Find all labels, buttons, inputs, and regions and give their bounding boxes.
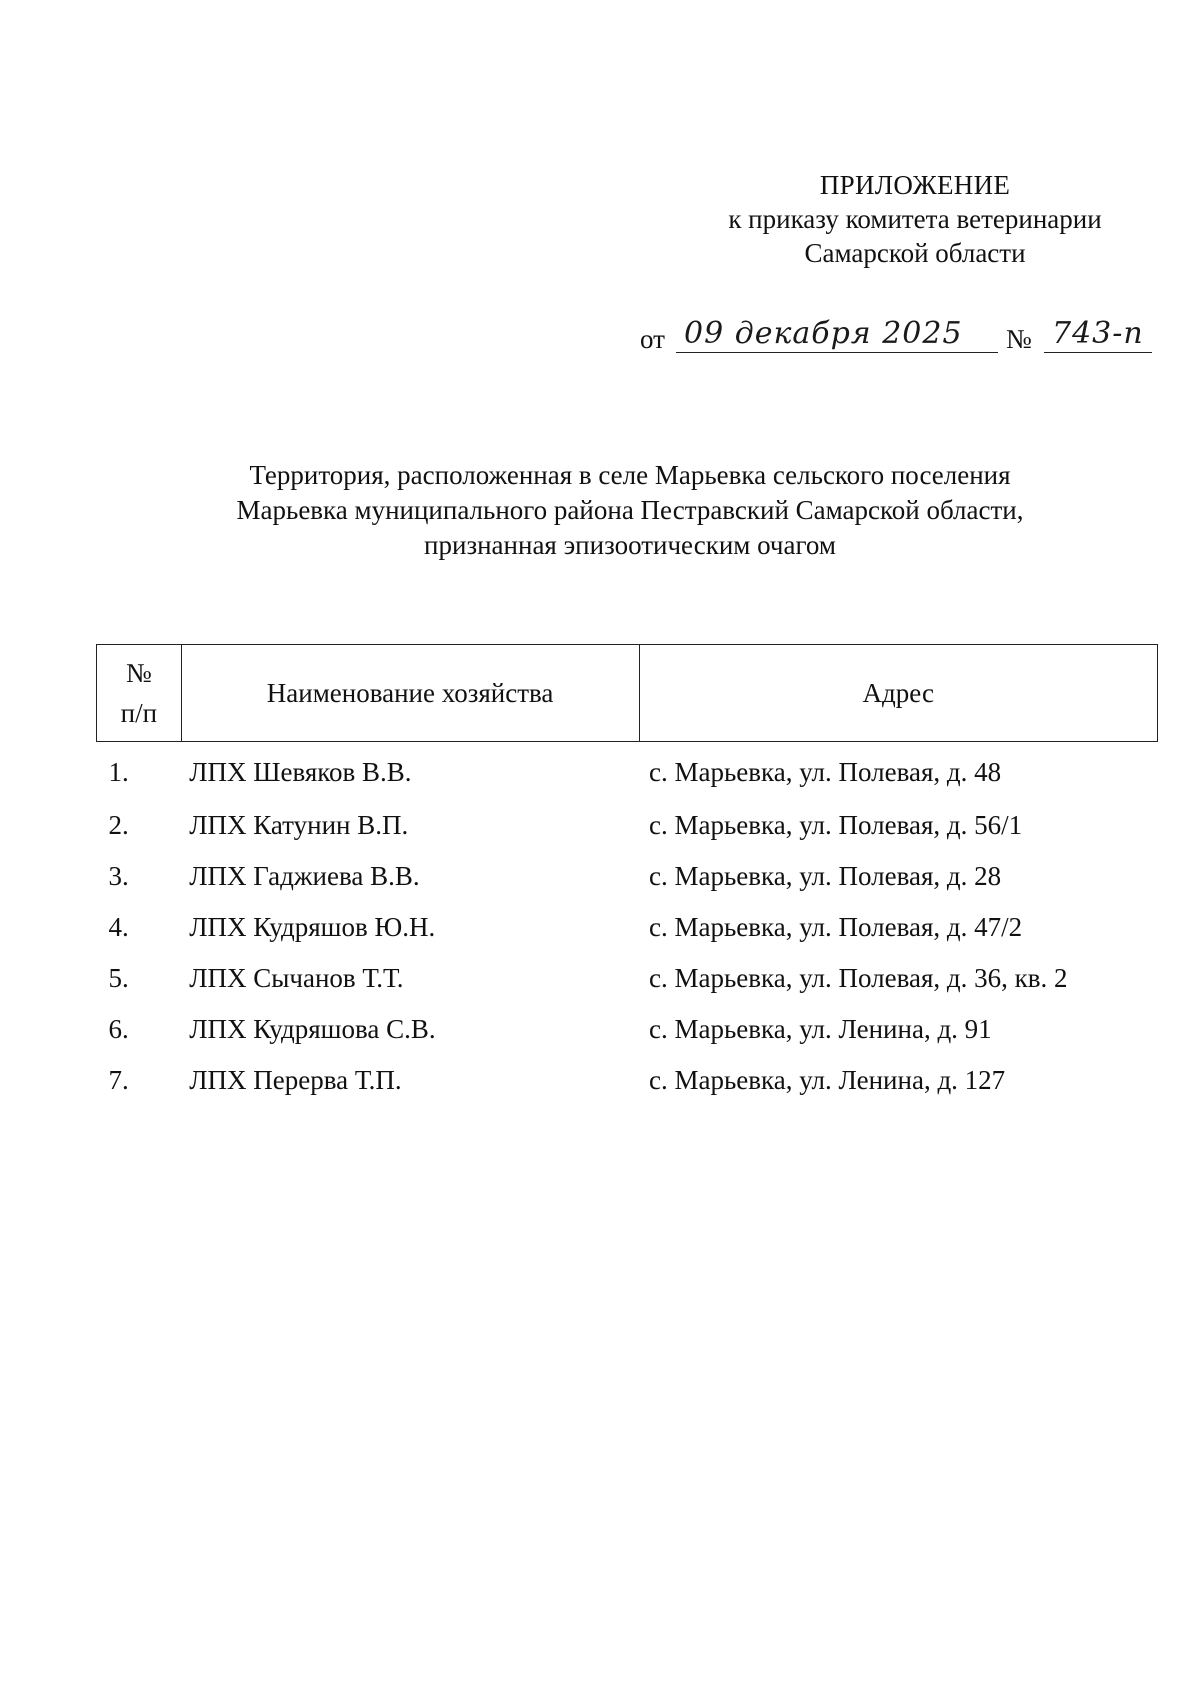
farm-name: ЛПХ Сычанов Т.Т. bbox=[189, 963, 404, 993]
farm-address: с. Марьевка, ул. Полевая, д. 56/1 bbox=[649, 810, 1023, 840]
farm-address: с. Марьевка, ул. Полевая, д. 48 bbox=[649, 756, 1002, 787]
order-number-label: № bbox=[1006, 324, 1032, 354]
farm-name: ЛПХ Гаджиева В.В. bbox=[189, 861, 420, 891]
table-row bbox=[97, 953, 1158, 1004]
column-header-number-abbr: п/п bbox=[120, 698, 158, 728]
column-header-name: Наименование хозяйства bbox=[181, 645, 639, 742]
order-number-handwritten: 743-п bbox=[1052, 316, 1144, 351]
row-number: 1. bbox=[108, 756, 129, 787]
farms-table bbox=[96, 644, 1158, 1106]
row-number: 5. bbox=[108, 963, 129, 993]
table-row bbox=[97, 902, 1158, 953]
row-number: 7. bbox=[108, 1065, 129, 1095]
farm-name: ЛПХ Перерва Т.П. bbox=[189, 1065, 402, 1095]
farm-name: ЛПХ Кудряшова С.В. bbox=[189, 1014, 436, 1044]
table-row bbox=[97, 800, 1158, 851]
appendix-line-order: к приказу комитета ветеринарии bbox=[728, 204, 1102, 234]
document-heading bbox=[180, 458, 1080, 563]
table-row bbox=[97, 742, 1158, 801]
farm-address: с. Марьевка, ул. Полевая, д. 47/2 bbox=[649, 912, 1023, 942]
row-number: 3. bbox=[108, 861, 129, 891]
row-number: 4. bbox=[108, 912, 129, 942]
column-header-number bbox=[97, 645, 182, 742]
farm-address: с. Марьевка, ул. Ленина, д. 91 bbox=[649, 1014, 992, 1044]
table-header-row bbox=[97, 645, 1158, 742]
appendix-header bbox=[700, 168, 1130, 270]
appendix-line-region: Самарской области bbox=[804, 238, 1026, 268]
farm-name: ЛПХ Шевяков В.В. bbox=[189, 756, 412, 787]
row-number: 2. bbox=[108, 810, 129, 840]
column-header-address: Адрес bbox=[639, 645, 1158, 742]
table-row bbox=[97, 1055, 1158, 1106]
order-reference bbox=[640, 315, 1180, 359]
order-date-handwritten: 09 декабря 2025 bbox=[684, 316, 963, 351]
order-date-label: от bbox=[640, 324, 665, 354]
farm-address: с. Марьевка, ул. Ленина, д. 127 bbox=[649, 1065, 1006, 1095]
heading-line: признанная эпизоотическим очагом bbox=[424, 530, 836, 560]
heading-line: Марьевка муниципального района Пестравский Самарской области, bbox=[236, 495, 1024, 525]
farm-address: с. Марьевка, ул. Полевая, д. 36, кв. 2 bbox=[649, 963, 1068, 993]
appendix-title: ПРИЛОЖЕНИЕ bbox=[819, 170, 1011, 200]
heading-line: Территория, расположенная в селе Марьевка сельского поселения bbox=[249, 460, 1011, 490]
column-header-number-symbol: № bbox=[125, 658, 152, 688]
row-number: 6. bbox=[108, 1014, 129, 1044]
table-row bbox=[97, 1004, 1158, 1055]
farm-address: с. Марьевка, ул. Полевая, д. 28 bbox=[649, 861, 1002, 891]
farm-name: ЛПХ Кудряшов Ю.Н. bbox=[189, 912, 436, 942]
farm-name: ЛПХ Катунин В.П. bbox=[189, 810, 409, 840]
table-row bbox=[97, 851, 1158, 902]
